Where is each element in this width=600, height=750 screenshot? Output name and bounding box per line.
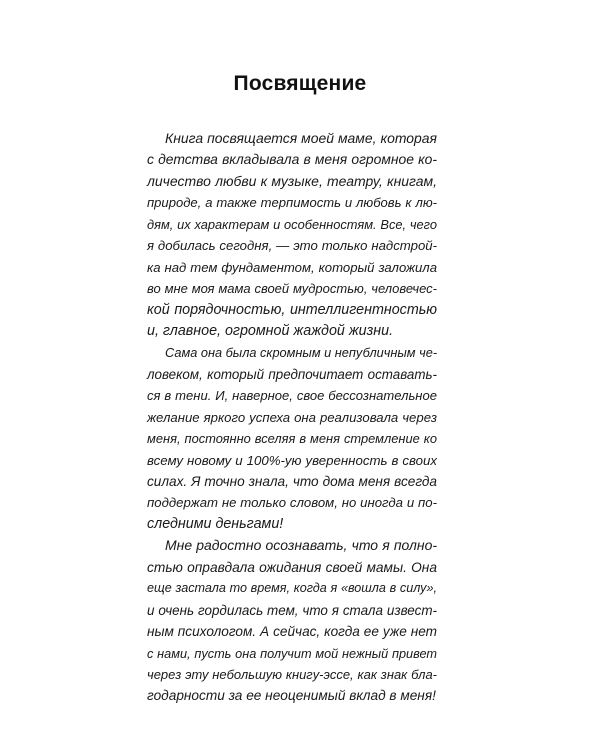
text-line: всему новому и 100%-ую уверенность в своих	[147, 452, 437, 468]
text-line: и очень гордилась тем, что я стала извест-	[147, 602, 437, 618]
text-line: дям, их характерам и особенностям. Все, чего	[147, 216, 437, 232]
text-line: Сама она была скромным и непубличным че-	[165, 345, 438, 361]
text-line: еще застала то время, когда я «вошла в силу»,	[147, 581, 437, 596]
page-title: Посвящение	[233, 72, 367, 95]
text-line: ся в тени. И, наверное, свое бессознательное	[147, 388, 437, 404]
text-line: годарности за ее неоценимый вклад в меня!	[147, 688, 436, 704]
text-line: Книга посвящается моей маме, которая	[165, 130, 437, 146]
text-line: меня, постоянно вселяя в меня стремление ко	[147, 431, 437, 447]
text-line: во мне моя мама своей мудростью, человечес-	[147, 281, 437, 297]
text-line: поддержат не только словом, но иногда и по-	[147, 495, 437, 511]
text-line: ным психологом. А сейчас, когда ее уже нет	[147, 624, 437, 640]
text-line: личество любви к музыке, театру, книгам,	[147, 172, 437, 189]
text-line: через эту небольшую книгу-эссе, как знак бла-	[147, 666, 437, 682]
dedication-text	[147, 128, 437, 707]
text-line: желание яркого успеха она реализовала через	[147, 409, 437, 425]
text-line: силах. Я точно знала, что дома меня всегда	[147, 474, 437, 489]
text-line: я добилась сегодня, — это только надстрой-	[147, 238, 437, 254]
text-line: природе, а также терпимость и любовь к лю-	[147, 195, 437, 211]
text-line: стью оправдала ожидания своей мамы. Она	[147, 559, 437, 575]
text-line: кой порядочностью, интеллигентностью	[147, 301, 437, 318]
text-line: ка над тем фундаментом, который заложила	[147, 259, 437, 275]
text-line: ловеком, который предпочитает оставать-	[147, 366, 437, 382]
text-line: и, главное, огромной жаждой жизни.	[147, 322, 394, 339]
text-line: с нами, пусть она получит мой нежный привет	[147, 645, 437, 661]
text-line: следними деньгами!	[147, 515, 284, 532]
text-line: с детства вкладывала в меня огромное ко-	[147, 151, 437, 168]
text-line: Мне радостно осознавать, что я полно-	[165, 537, 437, 554]
